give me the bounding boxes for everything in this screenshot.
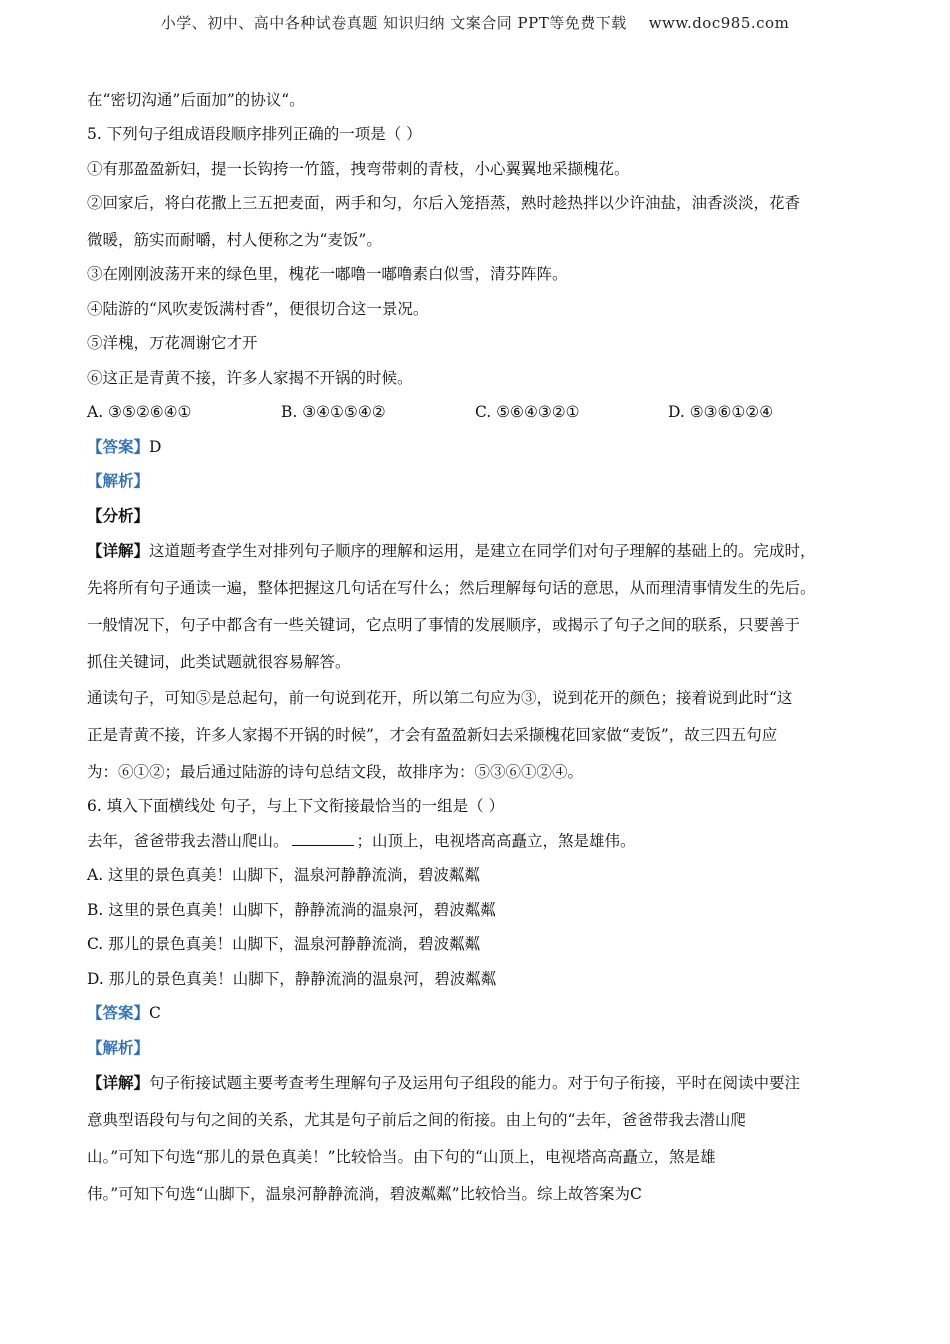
detail-5-line-5: 通读句子，可知⑤是总起句，前一句说到花开，所以第二句应为③，说到花开的颜色；接着说到此时“这 (87, 689, 793, 707)
analysis-tag: 【解析】 (87, 1038, 150, 1057)
detail-5-line-4: 抓住关键词，此类试题就很容易解答。 (87, 653, 351, 671)
detail-5-line-6: 正是青黄不接，许多人家揭不开锅的时候”，才会有盈盈新妇去采撷槐花回家做“麦饭”，故三四五句应 (87, 726, 778, 744)
text-line: 在“密切沟通”后面加”的协议“。 (87, 91, 305, 109)
sentence-6: ⑥这正是青黄不接，许多人家揭不开锅的时候。 (87, 369, 413, 387)
fenxi-tag: 【分析】 (87, 506, 150, 525)
header-site: www.doc985.com (648, 14, 790, 32)
detail-5-line-7: 为：⑥①②；最后通过陆游的诗句总结文段，故排序为：⑤③⑥①②④。 (87, 763, 584, 781)
q6-option-b: B. 这里的景色真美！山脚下，静静流淌的温泉河，碧波粼粼 (87, 901, 496, 919)
detail-text: 这道题考查学生对排列句子顺序的理解和运用，是建立在同学们对句子理解的基础上的。完成时， (149, 542, 816, 560)
q5-option-b: B. ③④①⑤④② (281, 403, 386, 421)
sentence-4: ④陆游的“风吹麦饭满村香”，便很切合这一景况。 (87, 300, 429, 318)
header-text: 小学、初中、高中各种试卷真题 知识归纳 文案合同 PPT等免费下载 (160, 14, 627, 32)
detail-6-line-3: 山。”可知下句选“那儿的景色真美！”比较恰当。由下句的“山顶上，电视塔高高矗立，煞是雄 (87, 1148, 716, 1166)
fill-blank (292, 831, 354, 846)
answer-value: D (149, 438, 162, 456)
q6-option-c: C. 那儿的景色真美！山脚下，温泉河静静流淌，碧波粼粼 (87, 935, 481, 953)
sentence-2: ②回家后，将白花撒上三五把麦面，两手和匀，尔后入笼捂蒸，熟时趁热拌以少许油盐，油香淡淡，花香 (87, 194, 801, 212)
q6-option-d: D. 那儿的景色真美！山脚下，静静流淌的温泉河，碧波粼粼 (87, 970, 497, 988)
answer-value: C (149, 1004, 161, 1022)
sentence-3: ③在刚刚波荡开来的绿色里，槐花一嘟噜一嘟噜素白似雪，清芬阵阵。 (87, 265, 568, 283)
page-header (0, 12, 950, 33)
q6-option-a: A. 这里的景色真美！山脚下，温泉河静静流淌，碧波粼粼 (87, 866, 481, 884)
detail-5-line-1 (87, 541, 816, 561)
q5-option-c: C. ⑤⑥④③②① (475, 403, 580, 421)
answer-tag: 【答案】 (87, 437, 150, 456)
question-6-context (87, 831, 636, 851)
detail-6-line-1 (87, 1073, 800, 1093)
q5-option-d: D. ⑤③⑥①②④ (668, 403, 774, 421)
answer-6 (87, 1003, 161, 1023)
question-5: 5. 下列句子组成语段顺序排列正确的一项是（ ） (87, 125, 422, 143)
analysis-6 (87, 1038, 149, 1058)
detail-5-line-2: 先将所有句子通读一遍，整体把握这几句话在写什么；然后理解每句话的意思，从而理清事情发生的先后。 (87, 579, 816, 597)
sentence-5: ⑤洋槐，万花凋谢它才开 (87, 334, 258, 352)
detail-6-line-4: 伟。”可知下句选“山脚下，温泉河静静流淌，碧波粼粼”比较恰当。综上故答案为C (87, 1185, 642, 1203)
context-after: ；山顶上，电视塔高高矗立，煞是雄伟。 (356, 832, 636, 850)
detail-tag: 【详解】 (87, 1073, 150, 1092)
sentence-1: ①有那盈盈新妇，提一长钩挎一竹篮，拽弯带刺的青枝，小心翼翼地采撷槐花。 (87, 160, 630, 178)
answer-5 (87, 437, 161, 457)
detail-6-line-2: 意典型语段句与句之间的关系，尤其是句子前后之间的衔接。由上句的“去年，爸爸带我去潜山爬 (87, 1111, 746, 1129)
detail-5-line-3: 一般情况下，句子中都含有一些关键词，它点明了事情的发展顺序，或揭示了句子之间的联系，只要善于 (87, 616, 801, 634)
detail-tag: 【详解】 (87, 541, 150, 560)
sentence-2-cont: 微暖，筋实而耐嚼，村人便称之为“麦饭”。 (87, 231, 382, 249)
fenxi-5 (87, 506, 149, 526)
detail-text: 句子衔接试题主要考查考生理解句子及运用句子组段的能力。对于句子衔接，平时在阅读中要注 (149, 1074, 801, 1092)
question-6: 6. 填入下面横线处 句子，与上下文衔接最恰当的一组是（ ） (87, 797, 505, 815)
q5-option-a: A. ③⑤②⑥④① (87, 403, 192, 421)
answer-tag: 【答案】 (87, 1003, 150, 1022)
context-before: 去年，爸爸带我去潜山爬山。 (87, 832, 289, 850)
analysis-tag: 【解析】 (87, 471, 150, 490)
analysis-5 (87, 471, 149, 491)
